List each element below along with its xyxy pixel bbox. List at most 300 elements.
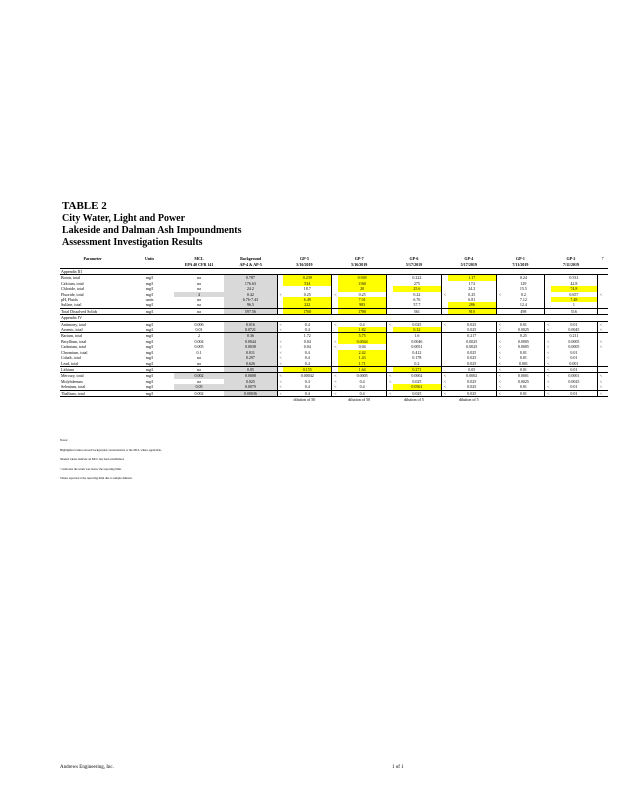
flag-cell: < xyxy=(545,355,551,360)
table-notes xyxy=(60,436,162,484)
parameter-cell: Lead, total xyxy=(61,360,79,366)
flag-cell: < xyxy=(277,384,283,390)
parameter-cell: Barium, total xyxy=(60,333,125,339)
flag-cell: < xyxy=(332,339,338,344)
value-cell: 275 xyxy=(413,280,420,286)
value-cell: 0.0561 xyxy=(393,384,441,390)
value-cell: 0.025 xyxy=(467,321,477,327)
value-cell: 1 xyxy=(572,302,575,308)
background-cell: 0.36 xyxy=(224,333,277,339)
value-cell: 0.01 xyxy=(519,349,527,355)
value-cell: 0.0045 xyxy=(568,327,580,333)
parameter-cell: pH, Fluids xyxy=(61,297,78,303)
flag-cell: < xyxy=(545,321,551,327)
value-cell: 1780 xyxy=(338,308,386,314)
background-cell: 0.0079 xyxy=(224,384,277,390)
value-cell: 0.025 xyxy=(412,321,422,327)
mcl-cell: na xyxy=(197,302,201,308)
value-cell: 0.949 xyxy=(338,275,386,281)
value-cell: 0.0005 xyxy=(517,338,529,344)
value-cell: 0.0051 xyxy=(411,344,423,350)
value-cell: 0.4 xyxy=(304,321,310,327)
value-cell: 0.4 xyxy=(359,378,365,384)
flag-cell: < xyxy=(545,327,551,333)
note-line: < indicates the result was below the reporting limit. xyxy=(60,466,122,471)
header-background: Background xyxy=(240,256,262,262)
value-cell: 0.025 xyxy=(467,349,477,355)
value-cell: 25.6 xyxy=(393,286,441,291)
flag-cell: < xyxy=(332,379,338,384)
table-number: TABLE 2 xyxy=(62,200,107,212)
footer-company: Andrews Engineering, Inc. xyxy=(60,765,114,770)
dilution-note: dilution of 50 xyxy=(332,396,387,402)
header-well-1: GP-5 xyxy=(299,256,309,262)
value-cell: 12.4 xyxy=(519,302,527,308)
value-cell: 0.155 xyxy=(283,366,331,372)
mcl-cell: na xyxy=(174,308,225,314)
flag-cell: < xyxy=(277,373,283,379)
header-well-6: GP-2 xyxy=(566,256,576,262)
background-cell: 0.00036 xyxy=(224,390,277,396)
value-cell: 0.0002 xyxy=(393,373,441,379)
value-cell: 0.657 xyxy=(569,291,579,297)
units-cell: mg/l xyxy=(125,390,173,396)
mcl-cell: na xyxy=(197,280,201,286)
value-cell: 1160 xyxy=(338,281,386,286)
value-cell: 0.01 xyxy=(551,390,597,396)
value-cell: 0.25 xyxy=(358,291,366,297)
value-cell: 0.0002 xyxy=(448,373,496,379)
parameter-cell: Arsenic, total xyxy=(61,327,83,333)
flag-cell: < xyxy=(277,355,283,360)
flag-cell: < xyxy=(441,390,447,396)
flag-cell: < xyxy=(597,327,603,333)
flag-cell: < xyxy=(277,344,283,349)
parameter-cell: Lithium xyxy=(60,366,125,372)
flag-cell: < xyxy=(277,321,283,327)
flag-cell: < xyxy=(496,321,502,327)
value-cell: 0.01 xyxy=(570,321,578,327)
flag-cell: < xyxy=(332,373,338,379)
flag-cell: < xyxy=(496,344,502,349)
background-cell: 6.76-7.43 xyxy=(224,297,277,302)
flag-cell: < xyxy=(277,350,283,355)
units-cell: mg/l xyxy=(145,360,154,366)
value-cell: 498 xyxy=(503,308,545,314)
title-line-2: Lakeside and Dalman Ash Impoundments xyxy=(62,225,242,236)
value-cell: 0.025 xyxy=(467,378,477,384)
parameter-cell: Chloride, total xyxy=(61,286,85,292)
value-cell: 561 xyxy=(393,308,441,314)
flag-cell: < xyxy=(277,339,283,344)
value-cell: 24.2 xyxy=(468,286,476,292)
value-cell: 0.4 xyxy=(304,355,310,361)
background-cell: 0.626 xyxy=(224,361,277,367)
value-cell: 0.05 xyxy=(448,366,496,372)
value-cell: 0.0025 xyxy=(517,327,529,333)
background-cell: 0.0038 xyxy=(224,344,277,349)
value-cell: 0.001 xyxy=(569,360,579,366)
background-cell: 0.05 xyxy=(224,366,277,372)
value-cell: 0.0005 xyxy=(568,344,580,350)
value-cell: 0.0044 xyxy=(338,339,386,344)
value-cell: 0.22 xyxy=(413,291,421,297)
note-line: Highlighted values exceed background concentrations or the MCL where applicable. xyxy=(60,447,162,452)
header-date-6: 7/11/2019 xyxy=(545,262,598,269)
value-cell: 0.4 xyxy=(304,327,310,333)
flag-cell: < xyxy=(332,390,338,396)
mcl-cell: 0.002 xyxy=(174,373,225,379)
flag-cell: < xyxy=(387,390,393,396)
parameter-cell: Beryllium, total xyxy=(61,338,87,344)
flag-cell: < xyxy=(332,292,338,297)
flag-cell: < xyxy=(277,379,283,384)
parameter-cell: Molybdenum xyxy=(61,378,83,384)
results-table xyxy=(60,256,608,402)
flag-cell: < xyxy=(545,366,551,372)
units-cell: mg/l xyxy=(125,373,173,379)
value-cell: 0.01 xyxy=(570,384,578,390)
flag-cell: < xyxy=(545,361,551,367)
value-cell: 57.7 xyxy=(413,302,421,308)
value-cell: 0.0025 xyxy=(466,338,478,344)
flag-cell: < xyxy=(597,344,603,349)
value-cell: 129 xyxy=(520,280,527,286)
dilution-row xyxy=(60,396,608,402)
value-cell: 0.2 xyxy=(520,291,526,297)
flag-cell: < xyxy=(597,384,603,390)
units-cell: mg/l xyxy=(145,280,154,286)
background-cell: 0.0721 xyxy=(224,327,277,333)
background-cell: 597.56 xyxy=(224,308,277,314)
value-cell: 6.81 xyxy=(468,297,476,303)
mcl-cell: na xyxy=(197,360,201,366)
mcl-cell: 0.05 xyxy=(174,384,225,390)
table-titles xyxy=(62,200,242,249)
value-cell: 286 xyxy=(448,302,496,308)
mcl-cell: na xyxy=(197,355,201,361)
value-cell: 0.4 xyxy=(304,384,310,390)
header-date-3: 5/17/2019 xyxy=(387,262,442,269)
value-cell: 0.2 xyxy=(414,360,420,366)
value-cell: 0.025 xyxy=(467,360,477,366)
flag-cell: < xyxy=(496,355,502,360)
flag-cell: < xyxy=(332,344,338,349)
mcl-cell: na xyxy=(197,378,201,384)
parameter-cell: Selenium, total xyxy=(61,384,86,390)
background-cell: 0.42 xyxy=(224,292,277,297)
units-cell: mg/l xyxy=(145,302,154,308)
value-cell: 6.49 xyxy=(283,297,331,302)
background-cell: 0.0044 xyxy=(224,339,277,344)
mcl-cell: na xyxy=(197,286,201,292)
value-cell: 0.25 xyxy=(503,333,545,339)
note-line: Notes: xyxy=(60,438,68,442)
units-cell: mg/l xyxy=(145,286,154,292)
value-cell: 0.531 xyxy=(569,275,579,281)
value-cell: 0.0001 xyxy=(551,373,597,379)
value-cell: 174 xyxy=(468,280,475,286)
value-cell: 7.01 xyxy=(338,297,386,302)
value-cell: 0.025 xyxy=(393,390,441,396)
background-cell: 0.0008 xyxy=(224,373,277,379)
units-cell: mg/l xyxy=(145,275,154,281)
flag-cell: < xyxy=(441,384,447,390)
flag-cell: < xyxy=(441,292,447,297)
note-line: Shaded values indicate an MCL has been established. xyxy=(60,457,125,461)
title-line-1: City Water, Light and Power xyxy=(62,213,186,224)
value-cell: 0.12 xyxy=(393,327,441,333)
value-cell: 42.8 xyxy=(570,280,578,286)
value-cell: 516 xyxy=(551,308,597,314)
value-cell: 910 xyxy=(448,308,496,314)
value-cell: 1760 xyxy=(283,308,331,314)
flag-cell: < xyxy=(496,327,502,333)
header-parameter: Parameter xyxy=(83,256,102,262)
value-cell: 0.178 xyxy=(412,355,422,361)
value-cell: 0.217 xyxy=(448,333,496,339)
value-cell: 0.00042 xyxy=(283,373,331,379)
value-cell: 0.01 xyxy=(519,384,527,390)
header-well-3: GP-6 xyxy=(409,256,419,262)
note-line: Values reported at the reporting limit due to sample dilution. xyxy=(60,476,133,480)
value-cell: 0.24 xyxy=(519,275,527,281)
value-cell: 1.43 xyxy=(338,355,386,360)
value-cell: 222 xyxy=(283,302,331,308)
flag-cell: < xyxy=(277,361,283,367)
flag-cell: < xyxy=(387,379,393,384)
parameter-cell: Mercury, total xyxy=(60,373,125,379)
value-cell: 7.12 xyxy=(519,297,527,303)
flag-cell: < xyxy=(496,373,502,379)
flag-cell: < xyxy=(545,373,551,379)
flag-cell: < xyxy=(545,350,551,355)
value-cell: 0.211 xyxy=(551,333,597,339)
flag-cell: < xyxy=(496,390,502,396)
header-well-4: GP-4 xyxy=(464,256,474,262)
units-cell: mg/l xyxy=(145,338,154,344)
header-well-2: GP-7 xyxy=(354,256,364,262)
parameter-cell: Thallium, total xyxy=(60,390,125,396)
value-cell: 20 xyxy=(338,286,386,291)
value-cell: 0.025 xyxy=(467,327,477,333)
header-date-2: 5/16/2019 xyxy=(332,262,387,269)
results-table-body xyxy=(60,256,608,402)
value-cell: 0.4 xyxy=(304,378,310,384)
flag-cell: < xyxy=(277,390,283,396)
parameter-cell: Total Dissolved Solids xyxy=(60,308,125,314)
header-date-5: 7/11/2019 xyxy=(496,262,544,269)
footer-page-number: 1 of 1 xyxy=(392,765,404,770)
units-cell: mg/l xyxy=(145,321,154,327)
value-cell: 0.025 xyxy=(467,355,477,361)
parameter-cell: Calcium, total xyxy=(61,280,84,286)
value-cell: 0.25 xyxy=(468,291,476,297)
value-cell: 983 xyxy=(338,302,386,308)
value-cell: 1.17 xyxy=(448,275,496,281)
value-cell: 0.4 xyxy=(359,384,365,390)
dilution-note: dilution of 50 xyxy=(277,396,332,402)
value-cell: 0.0005 xyxy=(517,344,529,350)
value-cell: 0.25 xyxy=(303,291,311,297)
units-cell: mg/l xyxy=(125,333,173,339)
flag-cell: < xyxy=(597,379,603,384)
flag-cell: < xyxy=(496,379,502,384)
flag-cell: < xyxy=(597,339,603,344)
value-cell: 0.4 xyxy=(283,390,331,396)
header-date-1: 5/16/2019 xyxy=(277,262,332,269)
flag-cell: < xyxy=(387,373,393,379)
units-cell: mg/l xyxy=(145,344,154,350)
value-cell: 5.75 xyxy=(338,333,386,339)
flag-cell: < xyxy=(597,390,603,396)
units-cell: mg/l xyxy=(145,355,154,361)
units-cell: mg/l xyxy=(145,327,154,333)
mcl-cell: 0.01 xyxy=(195,327,203,333)
header-mcl-sub: EPA 40 CFR 141 xyxy=(174,262,225,269)
units-cell: mg/l xyxy=(145,291,154,297)
parameter-cell: Cobalt, total xyxy=(61,355,81,361)
flag-cell: < xyxy=(496,292,502,297)
flag-cell: < xyxy=(545,384,551,390)
parameter-cell: Antimony, total xyxy=(61,321,87,327)
flag-cell: < xyxy=(332,384,338,390)
background-cell: 24.2 xyxy=(224,286,277,291)
flag-cell: < xyxy=(332,321,338,327)
background-cell: 0.011 xyxy=(224,350,277,355)
parameter-cell: Sulfate, total xyxy=(61,302,82,308)
value-cell: 0.04 xyxy=(303,344,311,350)
flag-cell: < xyxy=(597,373,603,379)
flag-cell: < xyxy=(496,361,502,367)
value-cell: 0.001 xyxy=(518,360,528,366)
mcl-cell: 0.002 xyxy=(174,390,225,396)
background-cell: 0.016 xyxy=(224,321,277,327)
mcl-cell: 0.005 xyxy=(194,344,204,350)
value-cell: 0.271 xyxy=(393,366,441,372)
flag-cell: < xyxy=(545,344,551,349)
flag-cell: < xyxy=(496,339,502,344)
value-cell: 1.82 xyxy=(338,327,386,333)
flag-cell: < xyxy=(545,339,551,344)
section-label: Appendix IV xyxy=(60,315,277,321)
value-cell: 0.4 xyxy=(338,390,386,396)
mcl-cell: 0.004 xyxy=(194,338,204,344)
value-cell: 0.01 xyxy=(519,321,527,327)
mcl-cell: na xyxy=(197,275,201,281)
flag-cell: < xyxy=(277,327,283,333)
value-cell: 6.76 xyxy=(413,297,421,303)
flag-cell: < xyxy=(597,292,603,297)
value-cell: 0.01 xyxy=(551,366,597,372)
units-cell: mg/l xyxy=(125,366,173,372)
mcl-cell: na xyxy=(197,297,201,303)
value-cell: 2.42 xyxy=(338,350,386,355)
background-cell: 96.5 xyxy=(224,302,277,308)
value-cell: 0.239 xyxy=(283,275,331,281)
value-cell: 0.4 xyxy=(304,360,310,366)
value-cell: 0.0005 xyxy=(568,338,580,344)
flag-cell: < xyxy=(545,390,551,396)
flag-cell: < xyxy=(277,292,283,297)
parameter-cell: Chromium, total xyxy=(61,349,88,355)
section-label: Appendix III xyxy=(60,269,277,275)
value-cell: 1.71 xyxy=(338,361,386,367)
header-mcl: MCL xyxy=(194,256,204,262)
value-cell: 74.8 xyxy=(551,286,597,291)
background-cell: 0.297 xyxy=(224,355,277,360)
value-cell: 0.01 xyxy=(519,355,527,361)
flag-cell: < xyxy=(545,379,551,384)
value-cell: 0.025 xyxy=(412,378,422,384)
units-cell: mg/l xyxy=(145,384,154,390)
value-cell: 1.64 xyxy=(338,366,386,372)
dilution-note: dilution of 5 xyxy=(387,396,442,402)
value-cell: 0.0025 xyxy=(517,378,529,384)
value-cell: 0.04 xyxy=(303,338,311,344)
value-cell: 0.0046 xyxy=(411,338,423,344)
value-cell: 1.6 xyxy=(393,333,441,339)
value-cell: 0.04 xyxy=(358,344,366,350)
flag-cell: < xyxy=(387,321,393,327)
flag-cell: < xyxy=(441,373,447,379)
value-cell: 0.01 xyxy=(570,355,578,361)
flag-cell: < xyxy=(496,366,502,372)
mcl-cell: 0.006 xyxy=(194,321,204,327)
units-cell: mg/l xyxy=(125,308,173,314)
flag-cell: < xyxy=(496,350,502,355)
parameter-cell: Fluoride, total xyxy=(61,291,84,297)
value-cell: 18.7 xyxy=(303,286,311,292)
mcl-cell: 2 xyxy=(174,333,225,339)
header-edge: 7 xyxy=(601,256,604,262)
units-cell: units xyxy=(145,297,154,303)
value-cell: 7.48 xyxy=(551,297,597,302)
value-cell: 0.01 xyxy=(570,349,578,355)
background-cell: 176.63 xyxy=(224,281,277,286)
value-cell: 0.0005 xyxy=(338,373,386,379)
header-date-4: 5/17/2019 xyxy=(441,262,496,269)
value-cell: 0.412 xyxy=(412,349,422,355)
value-cell: 0.0025 xyxy=(466,344,478,350)
units-cell: mg/l xyxy=(145,378,154,384)
mcl-cell: 4 xyxy=(174,292,225,297)
value-cell: 1.72 xyxy=(283,333,331,339)
value-cell: 0.4 xyxy=(304,349,310,355)
flag-cell: < xyxy=(441,379,447,384)
value-cell: 15.5 xyxy=(519,286,527,292)
value-cell: 0.025 xyxy=(448,390,496,396)
background-cell: 0.787 xyxy=(224,275,277,281)
parameter-cell: Boron, total xyxy=(61,275,81,281)
background-cell: 0.025 xyxy=(224,379,277,384)
header-background-sub: AP-4 & AP-5 xyxy=(224,262,277,269)
flag-cell: < xyxy=(597,321,603,327)
mcl-cell: na xyxy=(174,366,225,372)
header-well-5: GP-1 xyxy=(515,256,525,262)
mcl-cell: 0.1 xyxy=(196,349,202,355)
value-cell: 0.0025 xyxy=(568,378,580,384)
value-cell: 0.01 xyxy=(503,390,545,396)
flag-cell: < xyxy=(441,321,447,327)
title-line-3: Assessment Investigation Results xyxy=(62,237,203,248)
units-cell: mg/l xyxy=(145,349,154,355)
parameter-cell: Cadmium, total xyxy=(61,344,86,350)
value-cell: 534 xyxy=(283,281,331,286)
header-units: Units xyxy=(144,256,155,262)
value-cell: 0.0001 xyxy=(503,373,545,379)
dilution-note: dilution of 5 xyxy=(441,396,496,402)
